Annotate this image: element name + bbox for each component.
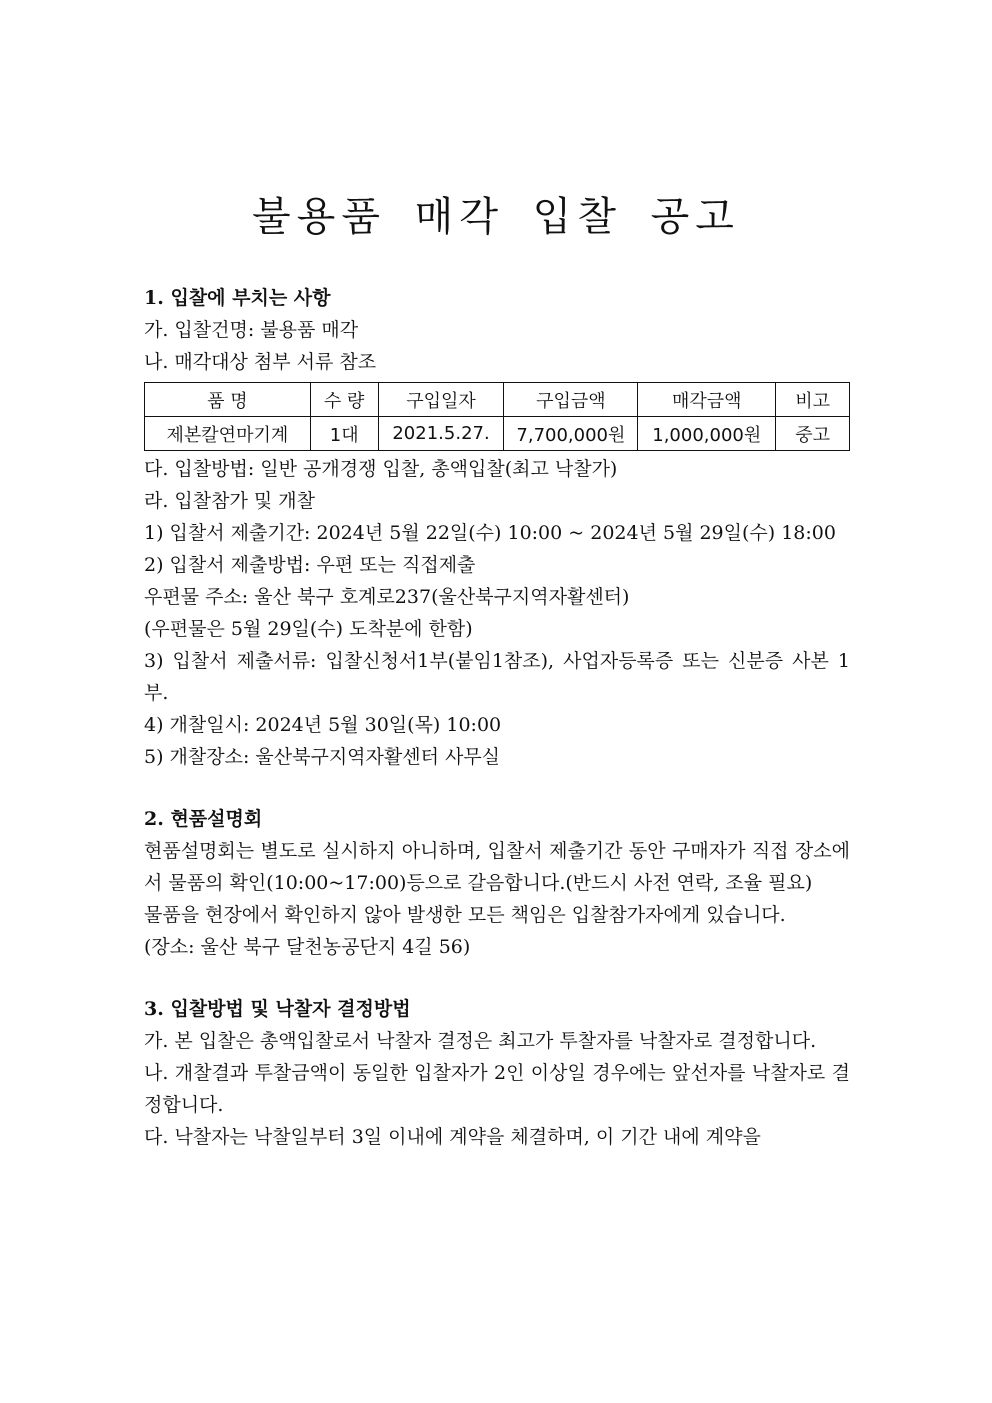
cell-remarks: 중고 — [776, 417, 850, 451]
page-title: 불용품 매각 입찰 공고 — [252, 193, 740, 240]
responsibility-paragraph: 물품을 현장에서 확인하지 않아 발생한 모든 책임은 입찰참가자에게 있습니다. — [144, 904, 786, 926]
opening-location: 5) 개찰장소: 울산북구지역자활센터 사무실 — [144, 746, 501, 768]
section-spacer — [144, 773, 850, 803]
section-3-item-na: 나. 개찰결과 투찰금액이 동일한 입찰자가 2인 이상일 경우에는 앞선자를 낙찰자로 결정합니다. — [144, 1062, 850, 1116]
section-spacer — [144, 963, 850, 993]
mailing-address: 우편물 주소: 울산 북구 호계로237(울산북구지역자활센터) — [144, 586, 630, 608]
section-2-heading: 2. 현품설명회 — [144, 808, 263, 830]
section-3-item-da: 다. 낙찰자는 낙찰일부터 3일 이내에 계약을 체결하며, 이 기간 내에 계약을 — [144, 1126, 761, 1148]
cell-quantity: 1대 — [310, 417, 378, 451]
table-header-row — [145, 383, 850, 417]
cell-purchase-date: 2021.5.27. — [378, 417, 504, 451]
header-sale-amount: 매각금액 — [638, 383, 776, 417]
submission-period: 1) 입찰서 제출기간: 2024년 5월 22일(수) 10:00 ~ 2024년 5월 29일(수) 18:00 — [144, 522, 836, 544]
section-3-heading: 3. 입찰방법 및 낙찰자 결정방법 — [144, 998, 411, 1020]
inspection-location: (장소: 울산 북구 달천농공단지 4길 56) — [144, 936, 471, 958]
required-documents: 3) 입찰서 제출서류: 입찰신청서1부(붙임1참조), 사업자등록증 또는 신분증 사본 1부. — [144, 650, 850, 704]
inspection-paragraph: 현품설명회는 별도로 실시하지 아니하며, 입찰서 제출기간 동안 구매자가 직접 장소에서 물품의 확인(10:00~17:00)등으로 갈음합니다.(반드시 사전 연락, 조율 필요) — [144, 840, 850, 894]
header-purchase-amount: 구입금액 — [504, 383, 638, 417]
cell-item-name: 제본칼연마기계 — [145, 417, 311, 451]
header-item-name: 품 명 — [145, 383, 311, 417]
submission-method: 2) 입찰서 제출방법: 우편 또는 직접제출 — [144, 554, 476, 576]
section-1-item-ga: 가. 입찰건명: 불용품 매각 — [144, 319, 359, 341]
sale-items-table — [144, 382, 850, 451]
cell-sale-amount: 1,000,000원 — [638, 417, 776, 451]
header-remarks: 비고 — [776, 383, 850, 417]
section-1-heading: 1. 입찰에 부치는 사항 — [144, 287, 331, 309]
document-body — [144, 282, 850, 1153]
cell-purchase-amount: 7,700,000원 — [504, 417, 638, 451]
header-purchase-date: 구입일자 — [378, 383, 504, 417]
section-1-item-da: 다. 입찰방법: 일반 공개경쟁 입찰, 총액입찰(최고 낙찰가) — [144, 458, 618, 480]
section-3-item-ga: 가. 본 입찰은 총액입찰로서 낙찰자 결정은 최고가 투찰자를 낙찰자로 결정합니다. — [144, 1030, 817, 1052]
header-quantity: 수 량 — [310, 383, 378, 417]
mailing-note: (우편물은 5월 29일(수) 도착분에 한함) — [144, 618, 473, 640]
table-row — [145, 417, 850, 451]
section-1-item-ra: 라. 입찰참가 및 개찰 — [144, 490, 315, 512]
opening-datetime: 4) 개찰일시: 2024년 5월 30일(목) 10:00 — [144, 714, 502, 736]
section-1-item-na: 나. 매각대상 첨부 서류 참조 — [144, 351, 377, 373]
